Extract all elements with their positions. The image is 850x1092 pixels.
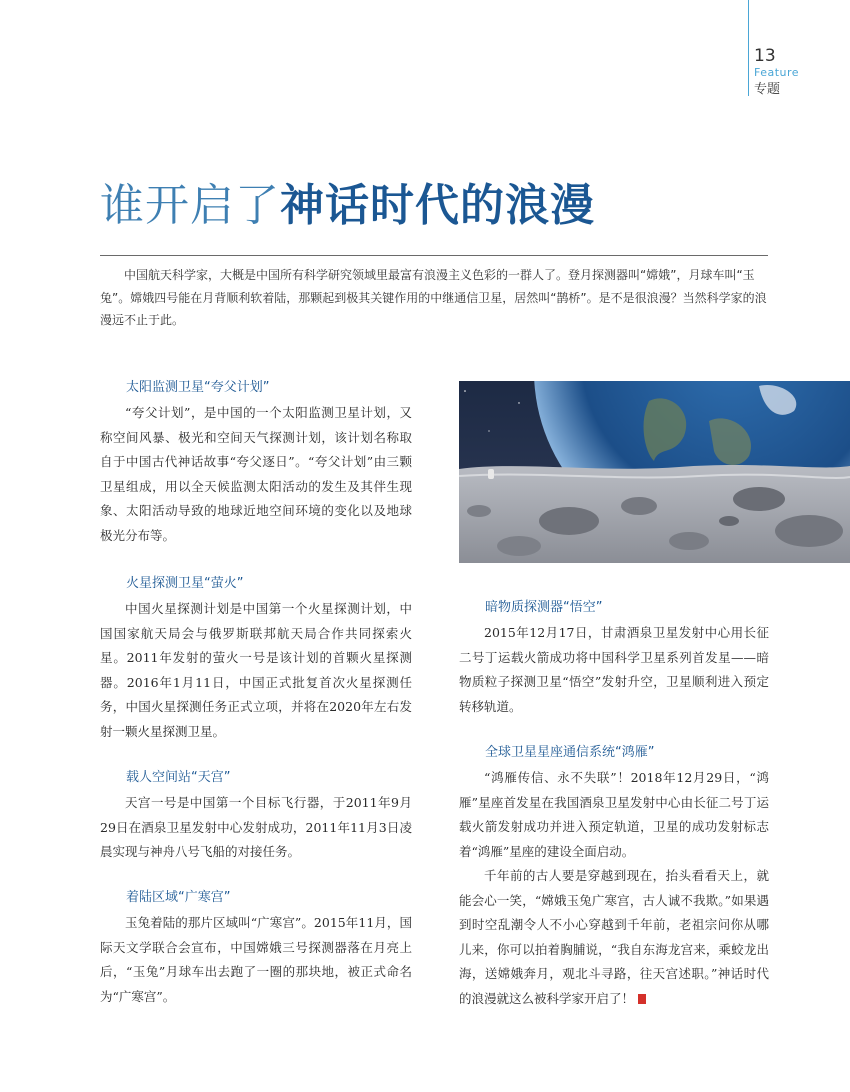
section-hongyan bbox=[459, 743, 769, 1011]
section-tiangong bbox=[100, 768, 412, 865]
section-heading: 暗物质探测器“悟空” bbox=[485, 600, 603, 615]
end-mark-icon bbox=[638, 994, 646, 1004]
page-title bbox=[100, 178, 595, 234]
moon-earth-illustration bbox=[459, 381, 850, 563]
moon-surface-image bbox=[459, 381, 850, 563]
section-yinghuo bbox=[100, 574, 412, 744]
astronaut-figure bbox=[488, 469, 494, 479]
section-body: “鸿雁传信、永不失联”！2018年12月29日，“鸿雁”星座首发星在我国酒泉卫星发射中心由长征二号丁运载火箭发射成功并进入预定轨道，卫星的成功发射标志着“鸿雁”星座的建设全面启动。 bbox=[459, 770, 769, 859]
section-body: 2015年12月17日，甘肃酒泉卫星发射中心用长征二号丁运载火箭成功将中国科学卫星系列首发星——暗物质粒子探测卫星“悟空”发射升空，卫星顺利进入预定转移轨道。 bbox=[459, 625, 769, 714]
header-divider-line bbox=[748, 0, 749, 96]
section-wukong bbox=[459, 598, 769, 719]
section-heading: 着陆区域“广寒宫” bbox=[126, 890, 231, 905]
section-body: 天宫一号是中国第一个目标飞行器，于2011年9月29日在酒泉卫星发射中心发射成功，2011年11月3日凌晨实现与神舟八号飞船的对接任务。 bbox=[100, 795, 412, 859]
section-body: “夸父计划”，是中国的一个太阳监测卫星计划，又称空间风暴、极光和空间天气探测计划，该计划名称取自于中国古代神话故事“夸父逐日”。“夸父计划”由三颗卫星组成，用以全天候监测太阳活动的发生及其伴生现象、太阳活动导致的地球近地空间环境的变化以及地球极光分布等。 bbox=[100, 405, 412, 543]
title-part-1: 谁开启了 bbox=[100, 180, 280, 231]
section-heading: 火星探测卫星“萤火” bbox=[126, 576, 244, 591]
section-guanghan bbox=[100, 888, 412, 1009]
section-body: 中国火星探测计划是中国第一个火星探测计划，中国国家航天局会与俄罗斯联邦航天局合作共同探索火星。2011年发射的萤火一号是该计划的首颗火星探测器。2016年1月11日，中国正式批复首次火星探测任务，中国火星探测任务正式立项，并将在2020年左右发射一颗火星探测卫星。 bbox=[100, 601, 412, 739]
intro-paragraph: 中国航天科学家，大概是中国所有科学研究领域里最富有浪漫主义色彩的一群人了。登月探测器叫“嫦娥”，月球车叫“玉兔”。嫦娥四号能在月背顺利软着陆，那颗起到极其关键作用的中继通信卫星，居然叫“鹊桥”。是不是很浪漫？当然科学家的浪漫远不止于此。 bbox=[100, 268, 767, 327]
closing-text: 千年前的古人要是穿越到现在，抬头看看天上，就能会心一笑，“嫦娥玉兔广寒宫，古人诚不我欺。”如果遇到时空乱潮令人不小心穿越到千年前，老祖宗问你从哪儿来，你可以拍着胸脯说，“我自东海龙宫来，乘蛟龙出海，送嫦娥奔月，观北斗寻路，往天宫述职。”神话时代的浪漫就这么被科学家开启了！ bbox=[459, 868, 769, 1006]
section-heading: 载人空间站“天宫” bbox=[126, 770, 231, 785]
page-number: 13 bbox=[754, 46, 776, 66]
title-part-2: 神话时代的浪漫 bbox=[280, 180, 595, 231]
section-body-continued bbox=[459, 864, 769, 1011]
section-label-zh: 专题 bbox=[754, 82, 781, 97]
section-body: 玉兔着陆的那片区域叫“广寒宫”。2015年11月，国际天文学联合会宣布，中国嫦娥三号探测器落在月亮上后，“玉兔”月球车出去跑了一圈的那块地，被正式命名为“广寒宫”。 bbox=[100, 915, 412, 1004]
section-kuafu bbox=[100, 378, 412, 548]
section-heading: 全球卫星星座通信系统“鸿雁” bbox=[485, 745, 655, 760]
section-label-en: Feature bbox=[754, 66, 800, 79]
section-heading: 太阳监测卫星“夸父计划” bbox=[126, 380, 270, 395]
title-rule bbox=[100, 255, 768, 256]
